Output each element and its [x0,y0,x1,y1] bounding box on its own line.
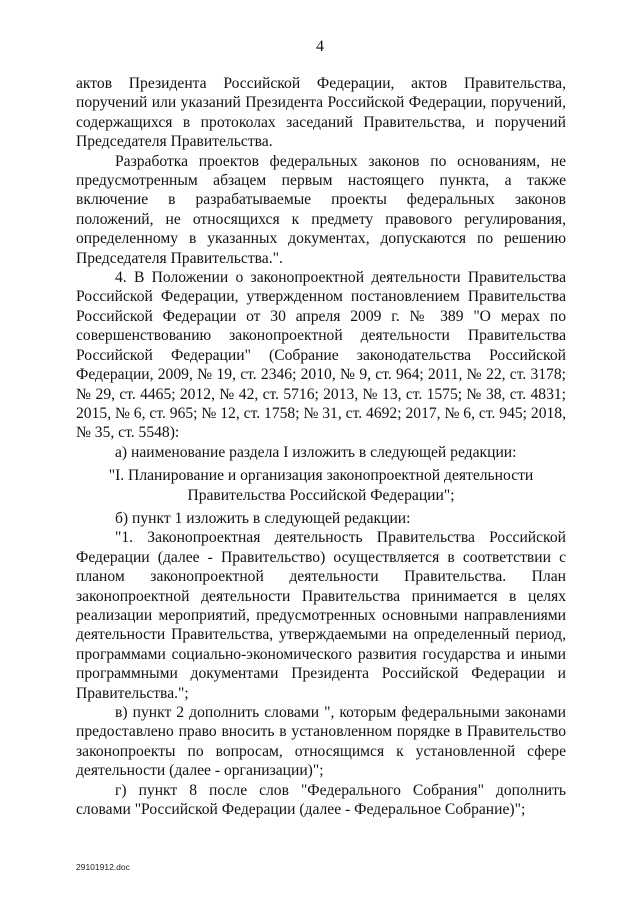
paragraph-point-1: "1. Законопроектная деятельность Правительства Российской Федерации (далее - Правительство) осуществляется в соответствии с планом законопроектной деятельности Правительства. План законопроектной деятельности Правительства принимается в целях реализации мероприятий, предусмотренных основными направлениями деятельности Правительства, утверждаемыми на определенный период, программами социально-экономического развития государства и иными программными документами Президента Российской Федерации и Правительства."; [76,529,566,702]
paragraph-subitem-a: а) наименование раздела I изложить в следующей редакции: [115,443,517,461]
paragraph-exception-clause: Разработка проектов федеральных законов по основаниям, не предусмотренным абзацем первым настоящего пункта, а также включение в разрабатываемые проекты федеральных законов положений, не относящихся к предмету правового регулирования, определенному в указанных документах, допускаются по решению Председателя Правительства.". [76,152,566,267]
paragraph-subitem-g: г) пункт 8 после слов "Федерального Собрания" дополнить словами "Российской Федерации (далее - Федеральное Собрание)"; [76,781,566,819]
paragraph-item-4: 4. В Положении о законопроектной деятельности Правительства Российской Федерации, утвержденном постановлением Правительства Российской Федерации от 30 апреля 2009 г. № 389 "О мерах по совершенствованию законопроектной деятельности Правительства Российской Федерации" (Собрание законодательства Российской Федерации, 2009, № 19, ст. 2346; 2010, № 9, ст. 964; 2011, № 22, ст. 3178; № 29, ст. 4465; 2012, № 42, ст. 5716; 2013, № 13, ст. 1575; № 38, ст. 4831; 2015, № 6, ст. 965; № 12, ст. 1758; № 31, ст. 4692; 2017, № 6, ст. 945; 2018, № 35, ст. 5548): [76,269,566,442]
document-file-id: 29101912.doc [76,862,130,872]
paragraph-subitem-v: в) пункт 2 дополнить словами ", которым федеральными законами предоставлено право вносить в установленном порядке в Правительство законопроекты по вопросам, относящимся к установленной сфере деятельности (далее - организации)"; [76,704,566,780]
page-number: 4 [316,38,324,55]
section-heading-quote: "I. Планирование и организация законопроектной деятельности Правительства Российской Федерации"; [108,467,534,504]
paragraph-continuation: актов Президента Российской Федерации, актов Правительства, поручений или указаний Президента Российской Федерации, поручений, содержащихся в протоколах заседаний Правительства, и поручений Председателя Правительства. [76,75,566,151]
document-body [76,74,566,819]
paragraph-subitem-b: б) пункт 1 изложить в следующей редакции: [115,509,411,527]
